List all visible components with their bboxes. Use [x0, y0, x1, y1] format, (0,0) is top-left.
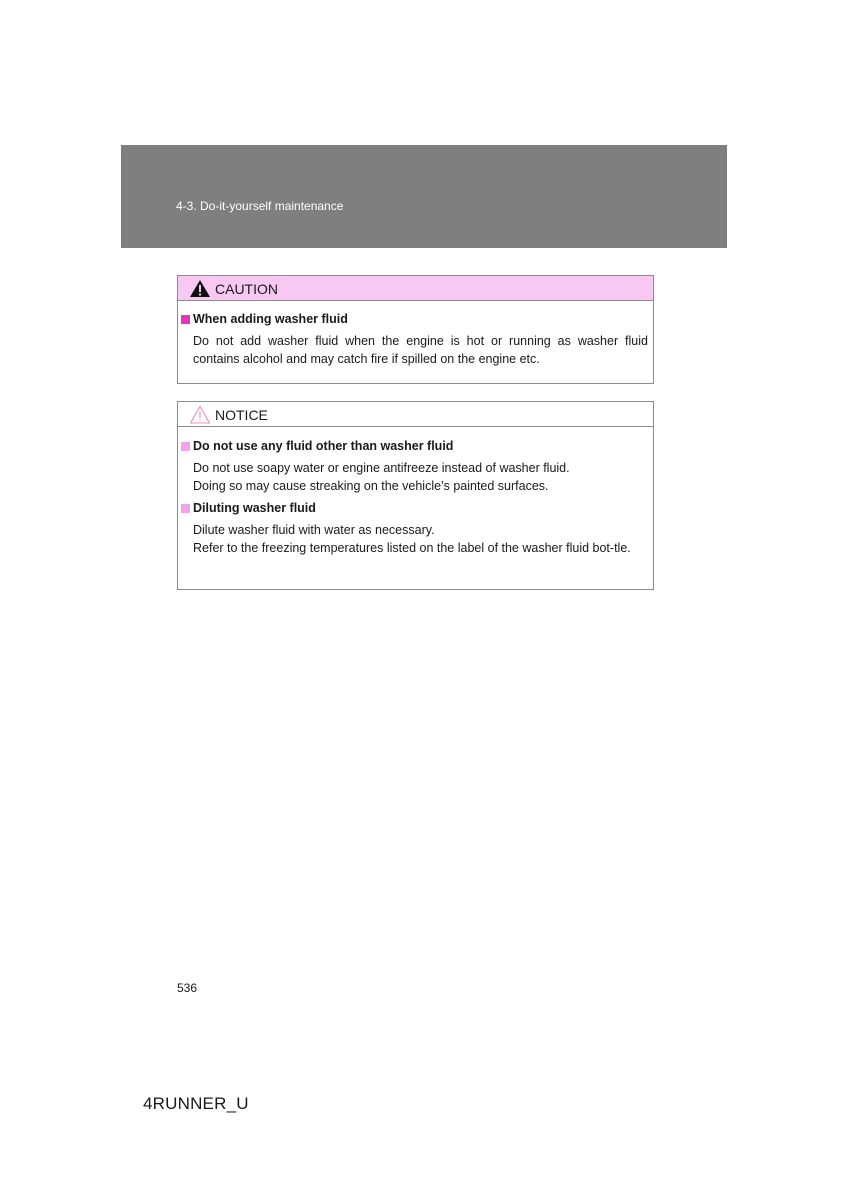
caution-box: [177, 275, 654, 384]
body-line: Doing so may cause streaking on the vehicle’s painted surfaces.: [193, 479, 549, 493]
section-title: 4-3. Do-it-yourself maintenance: [176, 199, 344, 213]
item-heading: [178, 500, 653, 517]
notice-box: [177, 401, 654, 590]
notice-item: [178, 500, 653, 557]
item-heading: [178, 311, 653, 328]
caution-item: [178, 311, 653, 368]
body-line: Dilute washer fluid with water as necessary.: [193, 523, 435, 537]
body-line: Do not add washer fluid when the engine is hot or running as washer fluid contains alcohol and may catch fire if spilled on the engine etc.: [193, 334, 648, 366]
notice-header: [178, 402, 653, 427]
caution-header: [178, 276, 653, 301]
item-heading-text: Diluting washer fluid: [193, 501, 316, 515]
page-number: 536: [177, 981, 198, 995]
item-heading-text: When adding washer fluid: [193, 312, 348, 326]
item-heading: [178, 438, 653, 455]
body-line: Refer to the freezing temperatures listed on the label of the washer fluid bot-tle.: [193, 541, 631, 555]
document-code: 4RUNNER_U: [143, 1094, 249, 1113]
warning-triangle-filled-icon: [189, 279, 211, 298]
square-bullet-icon: [181, 504, 190, 513]
square-bullet-icon: [181, 442, 190, 451]
warning-triangle-outline-icon: [189, 405, 211, 424]
item-body: [193, 332, 648, 368]
body-line: Do not use soapy water or engine antifreeze instead of washer fluid.: [193, 461, 570, 475]
caution-title: CAUTION: [215, 281, 278, 297]
section-header-band: [121, 145, 727, 248]
item-heading-text: Do not use any fluid other than washer fluid: [193, 439, 454, 453]
item-body: [193, 459, 648, 495]
notice-title: NOTICE: [215, 407, 268, 423]
notice-item: [178, 438, 653, 495]
square-bullet-icon: [181, 315, 190, 324]
item-body: [193, 521, 648, 557]
